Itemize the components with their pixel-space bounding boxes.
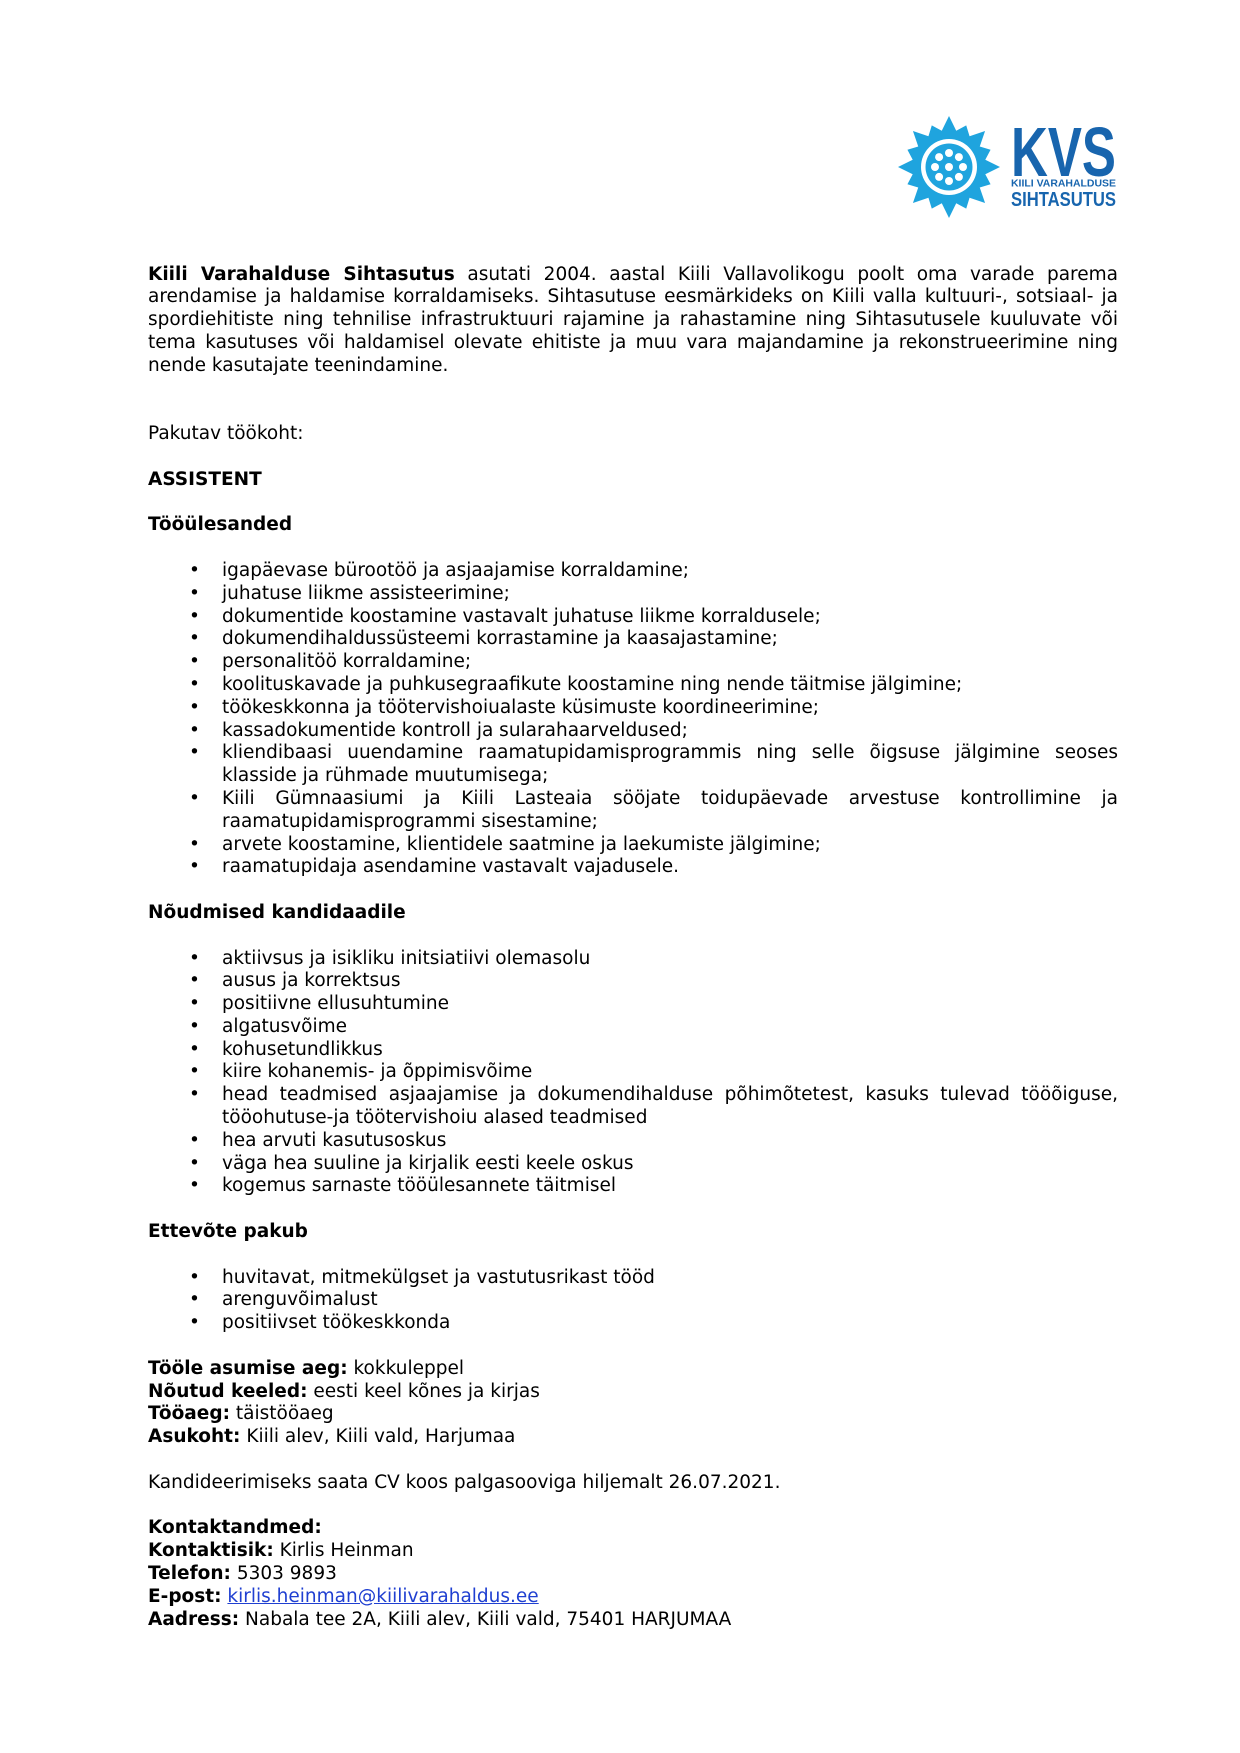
bullet-icon: •	[189, 1289, 200, 1311]
list-item-text: arenguvõimalust	[222, 1289, 378, 1311]
list-item-text: Kiili Gümnaasiumi ja Kiili Lasteaia sööjate toidupäevade arvestuse kontrollimine ja	[222, 787, 1118, 809]
emblem-dot	[955, 173, 963, 181]
list-item	[148, 742, 1118, 788]
intro-line: tema kasutuses või haldamisel olevate ehitiste ja muu vara majandamine ja rekonstrueerimine ning	[148, 331, 1118, 353]
list-item-text: kohusetundlikkus	[222, 1038, 383, 1060]
application-note: Kandideerimiseks saata CV koos palgasooviga hiljemalt 26.07.2021.	[148, 1471, 781, 1493]
position-label: Pakutav töökoht:	[148, 423, 304, 445]
bullet-icon: •	[189, 856, 200, 878]
detail-start-date	[148, 1358, 1118, 1381]
section-heading: Ettevõte pakub	[148, 1221, 308, 1243]
emblem-dot	[945, 177, 953, 185]
detail-value: Kiili alev, Kiili vald, Harjumaa	[246, 1426, 516, 1448]
list-item-text: igapäevase bürootöö ja asjaajamise korraldamine;	[222, 559, 689, 581]
requirements-section	[148, 902, 1118, 1198]
list-item-text: raamatupidamisprogrammi sisestamine;	[222, 810, 598, 832]
detail-label: Asukoht:	[148, 1426, 241, 1448]
sections	[148, 514, 1118, 1335]
bullet-list	[148, 560, 1118, 879]
bullet-icon: •	[189, 1312, 200, 1334]
bullet-icon: •	[189, 1266, 200, 1288]
list-item-text: dokumendihaldussüsteemi korrastamine ja kaasajastamine;	[222, 628, 778, 650]
bullet-icon: •	[189, 1015, 200, 1037]
list-item	[148, 606, 1118, 629]
star-emblem-icon	[898, 116, 1000, 218]
list-item	[148, 1039, 1118, 1062]
detail-languages	[148, 1381, 1118, 1404]
emblem-dot	[955, 153, 963, 161]
position-title: ASSISTENT	[148, 468, 262, 490]
emblem-dot	[945, 149, 953, 157]
posting-body	[148, 264, 1118, 1632]
contact-label: Aadress:	[148, 1608, 240, 1630]
contact-value: Nabala tee 2A, Kiili alev, Kiili vald, 75401 HARJUMAA	[245, 1608, 732, 1630]
job-details	[148, 1358, 1118, 1449]
logo-abbreviation: KVS	[1011, 113, 1116, 191]
list-item	[148, 583, 1118, 606]
list-item-text: koolituskavade ja puhkusegraafikute koostamine ning nende täitmise jälgimine;	[222, 673, 963, 695]
detail-value: täistööaeg	[235, 1403, 334, 1425]
bullet-icon: •	[189, 605, 200, 627]
intro-paragraph	[148, 264, 1118, 378]
list-item	[148, 651, 1118, 674]
contact-label: E-post:	[148, 1585, 222, 1607]
bullet-icon: •	[189, 970, 200, 992]
bullet-icon: •	[189, 1038, 200, 1060]
contact-address	[148, 1609, 1118, 1632]
benefits-section	[148, 1221, 1118, 1335]
list-item-text: kassadokumentide kontroll ja sularahaarveldused;	[222, 719, 688, 741]
list-item-text: arvete koostamine, klientidele saatmine ja laekumiste jälgimine;	[222, 833, 821, 855]
list-item	[148, 1084, 1118, 1130]
list-item-text: tööohutuse-ja töötervishoiu alased teadmised	[222, 1107, 648, 1129]
list-item	[148, 948, 1118, 971]
list-item	[148, 1153, 1118, 1176]
contact-value: 5303 9893	[236, 1563, 337, 1585]
bullet-icon: •	[189, 719, 200, 741]
detail-label: Tööaeg:	[148, 1403, 230, 1425]
list-item-text: juhatuse liikme assisteerimine;	[222, 582, 510, 604]
detail-value: eesti keel kõnes ja kirjas	[313, 1380, 540, 1402]
list-item	[148, 628, 1118, 651]
emblem-dot	[935, 173, 943, 181]
bullet-icon: •	[189, 1129, 200, 1151]
list-item-text: väga hea suuline ja kirjalik eesti keele oskus	[222, 1152, 634, 1174]
detail-label: Nõutud keeled:	[148, 1380, 308, 1402]
emblem-dot	[931, 163, 939, 171]
list-item	[148, 1175, 1118, 1198]
list-item	[148, 788, 1118, 834]
bullet-list	[148, 1267, 1118, 1335]
bullet-icon: •	[189, 696, 200, 718]
bullet-icon: •	[189, 742, 200, 764]
list-item-text: positiivne ellusuhtumine	[222, 993, 450, 1015]
emblem-dot	[959, 163, 967, 171]
bullet-icon: •	[189, 833, 200, 855]
detail-working-time	[148, 1403, 1118, 1426]
list-item	[148, 560, 1118, 583]
list-item	[148, 970, 1118, 993]
list-item	[148, 1061, 1118, 1084]
list-item-text: klasside ja rühmade muutumisega;	[222, 765, 549, 787]
section-heading: Tööülesanded	[148, 514, 293, 536]
intro-text: asutati 2004. aastal Kiili Vallavolikogu poolt oma varade parema	[467, 263, 1118, 285]
section-heading: Nõudmised kandidaadile	[148, 901, 406, 923]
list-item-text: head teadmised asjaajamise ja dokumendihalduse põhimõtetest, kasuks tulevad tööõiguse,	[222, 1084, 1118, 1106]
list-item	[148, 993, 1118, 1016]
list-item-text: positiivset töökeskkonda	[222, 1312, 451, 1334]
emblem-center	[945, 163, 953, 171]
bullet-icon: •	[189, 993, 200, 1015]
list-item	[148, 1267, 1118, 1290]
intro-line: nende kasutajate teenindamine.	[148, 354, 449, 376]
intro-line: spordiehitiste ning tehnilise infrastruktuuri rajamine ja rahastamine ning Sihtasutusele kuuluvate või	[148, 309, 1118, 331]
email-link[interactable]: kirlis.heinman@kiilivarahaldus.ee	[227, 1585, 539, 1607]
contact-person	[148, 1540, 1118, 1563]
bullet-icon: •	[189, 559, 200, 581]
bullet-icon: •	[189, 787, 200, 809]
contact-label: Kontaktisik:	[148, 1540, 274, 1562]
logo-line-2: SIHTASUTUS	[1011, 188, 1116, 211]
list-item	[148, 720, 1118, 743]
list-item	[148, 1312, 1118, 1335]
bullet-icon: •	[189, 1084, 200, 1106]
list-item-text: töökeskkonna ja töötervishoiualaste küsimuste koordineerimine;	[222, 696, 819, 718]
list-item-text: kiire kohanemis- ja õppimisvõime	[222, 1061, 533, 1083]
bullet-icon: •	[189, 947, 200, 969]
contact-heading: Kontaktandmed:	[148, 1517, 322, 1539]
bullet-icon: •	[189, 673, 200, 695]
list-item-text: dokumentide koostamine vastavalt juhatuse liikme korraldusele;	[222, 605, 821, 627]
list-item-text: ausus ja korrektsus	[222, 970, 401, 992]
duties-section	[148, 514, 1118, 879]
kvs-logo	[895, 105, 1125, 225]
list-item	[148, 856, 1118, 879]
list-item-text: raamatupidaja asendamine vastavalt vajadusele.	[222, 856, 679, 878]
list-item	[148, 1016, 1118, 1039]
list-item	[148, 1289, 1118, 1312]
list-item-text: hea arvuti kasutusoskus	[222, 1129, 447, 1151]
list-item-text: algatusvõime	[222, 1015, 347, 1037]
list-item	[148, 674, 1118, 697]
list-item-text: kliendibaasi uuendamine raamatupidamisprogrammis ning selle õigsuse jälgimine seoses	[222, 742, 1118, 764]
contact-block	[148, 1517, 1118, 1631]
bullet-icon: •	[189, 1175, 200, 1197]
contact-value: Kirlis Heinman	[279, 1540, 414, 1562]
detail-label: Tööle asumise aeg:	[148, 1357, 348, 1379]
bullet-icon: •	[189, 1061, 200, 1083]
organization-name: Kiili Varahalduse Sihtasutus	[148, 263, 455, 285]
list-item-text: personalitöö korraldamine;	[222, 651, 472, 673]
list-item-text: kogemus sarnaste tööülesannete täitmisel	[222, 1175, 617, 1197]
bullet-icon: •	[189, 1152, 200, 1174]
list-item	[148, 1130, 1118, 1153]
contact-label: Telefon:	[148, 1563, 231, 1585]
intro-line: arendamise ja haldamise korraldamiseks. Sihtasutuse eesmärkideks on Kiili valla kultuuri-, sotsiaal- ja	[148, 286, 1118, 308]
bullet-icon: •	[189, 651, 200, 673]
bullet-icon: •	[189, 628, 200, 650]
bullet-list	[148, 948, 1118, 1199]
list-item-text: aktiivsus ja isikliku initsiatiivi olemasolu	[222, 947, 591, 969]
logo-line-1: KIILI VARAHALDUSE	[1011, 177, 1116, 190]
intro-line	[148, 264, 1118, 287]
detail-location	[148, 1426, 1118, 1449]
contact-email	[148, 1586, 1118, 1609]
bullet-icon: •	[189, 582, 200, 604]
list-item	[148, 697, 1118, 720]
detail-value: kokkuleppel	[353, 1357, 464, 1379]
list-item	[148, 834, 1118, 857]
contact-phone	[148, 1563, 1118, 1586]
list-item-text: huvitavat, mitmekülgset ja vastutusrikast tööd	[222, 1266, 655, 1288]
emblem-dot	[935, 153, 943, 161]
